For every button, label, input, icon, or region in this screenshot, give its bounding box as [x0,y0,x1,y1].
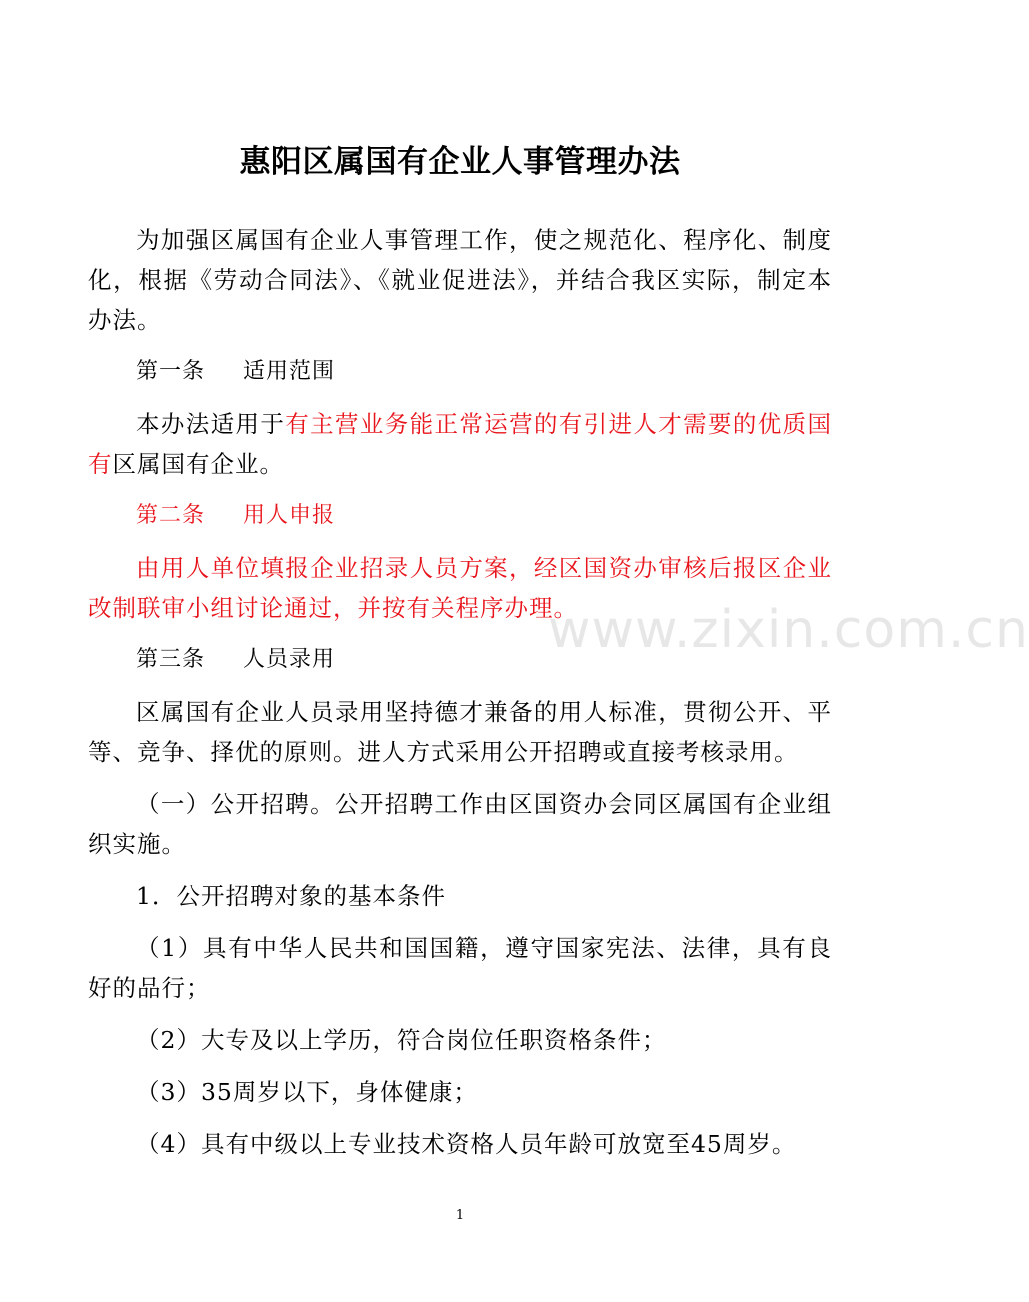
intro-paragraph: 为加强区属国有企业人事管理工作，使之规范化、程序化、制度化，根据《劳动合同法》、《就业促进法》，并结合我区实际，制定本办法。 [88,226,832,334]
article-3-paragraph-1: 区属国有企业人员录用坚持德才兼备的用人标准，贯彻公开、平等、竞争、择优的原则。进人方式采用公开招聘或直接考核录用。 [88,698,832,766]
article-1-title: 适用范围 [243,359,336,384]
article-2-number: 第二条 [136,503,206,528]
article-1-number: 第一条 [136,359,206,384]
article-3-paragraph-2: （一）公开招聘。公开招聘工作由区国资办会同区属国有企业组织实施。 [88,790,832,858]
list-item: （4）具有中级以上专业技术资格人员年龄可放宽至45周岁。 [136,1130,797,1158]
page-number: 1 [455,1208,465,1223]
article-1-text-highlight: 有主营业务能正常运营的有引进人才需要的优质国有 [88,410,833,478]
article-3-heading [88,640,832,680]
list-item: （2）大专及以上学历，符合岗位任职资格条件； [136,1026,667,1054]
article-2-heading [88,496,832,536]
article-2-title: 用人申报 [243,503,336,528]
article-3-paragraph-3: 1．公开招聘对象的基本条件 [136,882,446,910]
article-1-text-prefix: 本办法适用于 [136,410,286,438]
document-title: 惠阳区属国有企业人事管理办法 [239,144,681,180]
document-body [88,220,832,1176]
article-1-paragraph [88,404,832,484]
article-3-title: 人员录用 [243,647,336,672]
list-item: （1）具有中华人民共和国国籍，遵守国家宪法、法律，具有良好的品行； [88,934,832,1002]
article-1-text-suffix: 区属国有企业。 [112,450,284,478]
article-2-paragraph: 由用人单位填报企业招录人员方案，经区国资办审核后报区企业改制联审小组讨论通过，并按有关程序办理。 [88,554,832,622]
watermark: www.zixin.com.cn [548,600,1029,660]
article-3-number: 第三条 [136,647,206,672]
article-1-heading [88,352,832,392]
list-item: （3）35周岁以下，身体健康； [136,1078,478,1106]
